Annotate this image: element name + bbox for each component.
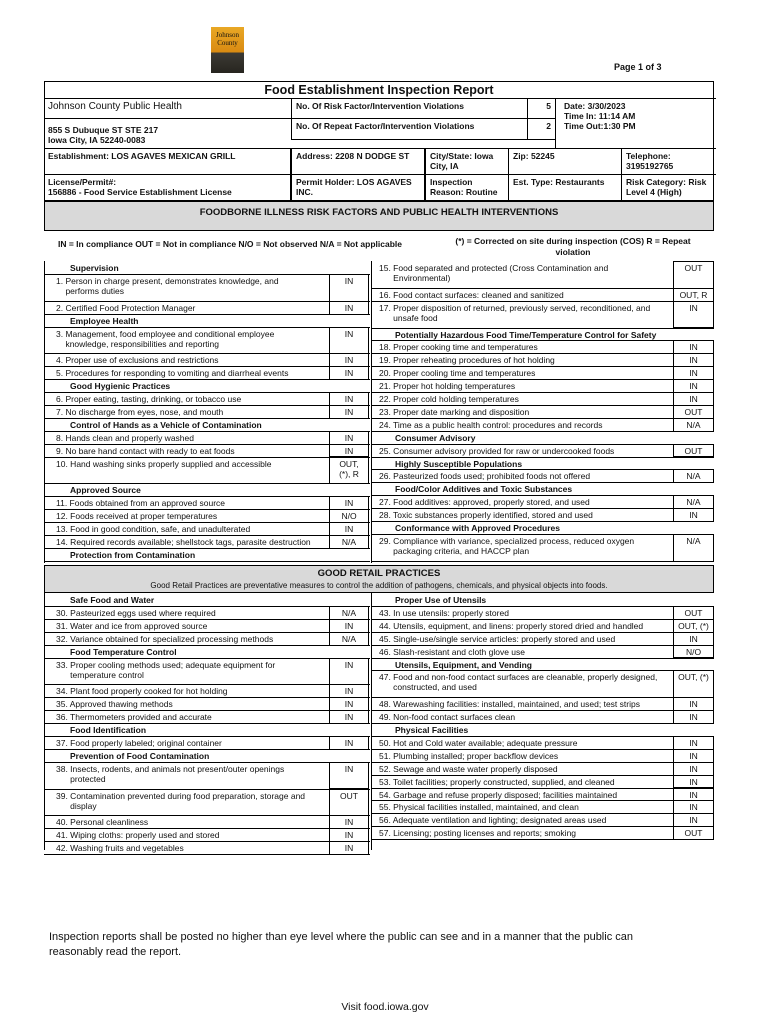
row-divider	[44, 535, 370, 536]
compliance-status: N/A	[686, 419, 701, 430]
row-divider	[372, 366, 714, 367]
inspection-item: 45. Single-use/single service articles: properly stored and used	[379, 633, 616, 644]
inspection-date-times: Date: 3/30/2023 Time In: 11:14 AM Time Out:1:30 PM	[555, 98, 716, 149]
status-cell	[673, 444, 714, 458]
compliance-status: IN	[344, 699, 354, 710]
status-cell	[329, 444, 369, 458]
section-heading: Conformance with Approved Procedures	[395, 523, 560, 533]
status-cell	[673, 775, 714, 789]
row-divider	[44, 301, 370, 302]
compliance-status: N/A	[686, 497, 701, 508]
row-divider	[44, 841, 370, 842]
compliance-status: IN	[344, 432, 354, 443]
compliance-status: IN	[344, 830, 354, 841]
row-divider	[372, 521, 714, 522]
section-heading: Control of Hands as a Vehicle of Contamination	[70, 419, 262, 430]
row-divider	[44, 444, 370, 445]
status-cell	[673, 495, 714, 509]
compliance-status: N/O	[341, 511, 357, 522]
inspection-item: 30. Pasteurized eggs used where required	[56, 607, 216, 618]
inspection-item: 8. Hands clean and properly washed	[56, 432, 194, 443]
row-divider	[372, 418, 714, 419]
status-cell	[673, 645, 714, 659]
inspection-item: 11. Foods obtained from an approved source	[56, 498, 226, 509]
inspection-item: 50. Hot and Cold water available; adequate pressure	[379, 737, 578, 748]
compliance-status: N/A	[341, 633, 357, 644]
status-cell	[673, 632, 714, 646]
inspection-item: 19. Proper reheating procedures of hot holding	[379, 355, 555, 366]
row-divider	[372, 431, 714, 432]
inspection-item: 44. Utensils, equipment, and linens: properly stored dried and handled	[379, 620, 644, 631]
status-cell	[673, 366, 714, 380]
row-divider	[44, 366, 370, 367]
inspection-item: 52. Sewage and waste water properly disposed	[379, 763, 558, 774]
compliance-status: IN	[344, 712, 354, 723]
compliance-status: IN	[344, 355, 354, 366]
row-divider	[44, 392, 370, 393]
inspection-item: 34. Plant food properly cooked for hot holding	[56, 686, 228, 697]
row-divider	[44, 496, 370, 497]
inspection-item: 35. Approved thawing methods	[56, 699, 173, 710]
row-divider	[372, 534, 714, 535]
status-cell	[329, 828, 369, 842]
status-cell	[673, 353, 714, 367]
section-heading: Physical Facilities	[395, 725, 469, 735]
inspection-item: 38. Insects, rodents, and animals not present/outer openings protected	[56, 763, 285, 784]
status-cell	[329, 815, 369, 829]
status-cell	[329, 274, 369, 302]
section-heading: Prevention of Food Contamination	[70, 750, 210, 761]
compliance-status: IN	[344, 659, 354, 670]
compliance-status: IN	[689, 763, 698, 774]
row-divider	[44, 431, 370, 432]
status-cell	[673, 405, 714, 419]
row-divider	[372, 749, 714, 750]
compliance-status: IN	[689, 815, 698, 826]
establishment-type: Est. Type: Restaurants	[508, 174, 622, 202]
row-divider	[372, 826, 714, 827]
inspection-item: 36. Thermometers provided and accurate	[56, 712, 212, 723]
status-cell	[329, 457, 369, 485]
section-heading: Approved Source	[70, 485, 141, 496]
inspection-item: 14. Required records available; shellstock tags, parasite destruction	[56, 536, 311, 547]
compliance-status: IN	[344, 406, 354, 417]
license-permit: License/Permit#: 156886 - Food Service Establishment License	[44, 174, 291, 202]
row-divider	[44, 606, 370, 607]
inspection-item: 33. Proper cooling methods used; adequate equipment for temperature control	[56, 659, 276, 680]
row-divider	[372, 658, 714, 659]
row-divider	[372, 405, 714, 406]
compliance-status: N/A	[686, 471, 701, 482]
row-divider	[44, 736, 370, 737]
status-cell	[329, 632, 369, 646]
status-cell	[329, 522, 369, 536]
inspection-item: 57. Licensing; posting licenses and reports; smoking	[379, 828, 577, 839]
status-cell	[673, 619, 714, 633]
establishment-address: Address: 2208 N DODGE ST	[291, 148, 425, 175]
row-divider	[372, 328, 714, 329]
compliance-status: IN	[689, 750, 698, 761]
compliance-status: OUT, (*)	[678, 620, 709, 631]
good-retail-practices-band	[44, 565, 714, 593]
row-divider	[44, 749, 370, 750]
row-divider	[44, 828, 370, 829]
status-cell	[673, 788, 714, 802]
inspection-item: 24. Time as a public health control: procedures and records	[379, 419, 603, 430]
compliance-status: IN	[689, 802, 698, 813]
status-cell	[329, 301, 369, 315]
inspection-item: 22. Proper cold holding temperatures	[379, 394, 519, 404]
row-divider	[44, 548, 370, 549]
status-cell	[329, 366, 369, 380]
compliance-status: N/A	[341, 607, 357, 618]
compliance-status: OUT, R	[679, 289, 708, 300]
inspection-item: 47. Food and non-food contact surfaces are cleanable, properly designed, constructed, and used	[379, 672, 658, 693]
status-cell	[329, 509, 369, 523]
compliance-status: OUT	[340, 790, 358, 801]
inspection-item: 12. Foods received at proper temperatures	[56, 511, 218, 522]
row-divider	[372, 288, 714, 289]
status-cell	[329, 405, 369, 419]
zip-code: Zip: 52245	[508, 148, 622, 175]
risk-category: Risk Category: Risk Level 4 (High)	[621, 174, 716, 202]
section-heading: Good Hygienic Practices	[70, 381, 171, 392]
table-border	[44, 593, 45, 850]
compliance-status: OUT	[684, 406, 703, 417]
inspection-item: 27. Food additives: approved, properly stored, and used	[379, 497, 590, 508]
row-divider	[44, 314, 370, 315]
row-divider	[44, 405, 370, 406]
inspection-item: 54. Garbage and refuse properly disposed; facilities maintained	[379, 789, 618, 800]
website-link[interactable]: Visit food.iowa.gov	[341, 1001, 429, 1013]
compliance-status: IN	[689, 368, 698, 379]
compliance-status: IN	[344, 686, 354, 697]
status-cell	[329, 736, 369, 750]
row-divider	[44, 658, 370, 659]
status-cell	[329, 762, 369, 790]
compliance-status: IN	[344, 302, 354, 313]
compliance-status: OUT, (*), R	[339, 458, 359, 479]
posting-notice: Inspection reports shall be posted no higher than eye level where the public can see and in a manner that the public can reasonably read the report.	[49, 931, 633, 958]
inspection-item: 2. Certified Food Protection Manager	[56, 302, 196, 313]
compliance-status: IN	[689, 776, 698, 787]
row-divider	[372, 469, 714, 470]
permit-holder: Permit Holder: LOS AGAVES INC.	[291, 174, 425, 202]
row-divider	[372, 736, 714, 737]
inspection-item: 17. Proper disposition of returned, previously served, reconditioned, and unsafe food	[379, 302, 651, 323]
inspection-item: 28. Toxic substances properly identified, stored and used	[379, 510, 593, 521]
compliance-status: OUT	[684, 263, 703, 273]
inspection-item: 41. Wiping cloths: properly used and stored	[56, 830, 220, 841]
compliance-status: IN	[344, 445, 354, 456]
inspection-item: 21. Proper hot holding temperatures	[379, 381, 516, 392]
county-logo	[211, 27, 244, 73]
inspection-item: 37. Food properly labeled; original container	[56, 737, 222, 748]
risk-violations-value: 5	[527, 98, 556, 119]
status-cell	[673, 826, 714, 840]
row-divider	[372, 457, 714, 458]
compliance-status: IN	[689, 342, 698, 353]
gr-subtitle: Good Retail Practices are preventative measures to control the addition of pathogens, chemicals, and physical objects into foods.	[150, 581, 608, 590]
compliance-status: IN	[344, 763, 354, 774]
compliance-status: IN	[689, 302, 698, 313]
compliance-status: IN	[344, 368, 354, 379]
status-cell	[673, 670, 714, 698]
status-cell	[673, 606, 714, 620]
inspection-item: 40. Personal cleanliness	[56, 817, 149, 828]
section-heading: Supervision	[70, 263, 119, 273]
section-heading: Food Temperature Control	[70, 646, 177, 657]
compliance-status: OUT	[684, 607, 703, 618]
compliance-status: IN	[689, 712, 698, 723]
inspection-item: 32. Variance obtained for specialized processing methods	[56, 633, 274, 644]
inspection-item: 9. No bare hand contact with ready to eat foods	[56, 445, 235, 456]
status-cell	[329, 658, 369, 686]
establishment-name: Establishment: LOS AGAVES MEXICAN GRILL	[44, 148, 291, 175]
compliance-status: IN	[689, 381, 698, 392]
inspection-item: 25. Consumer advisory provided for raw or undercooked foods	[379, 445, 615, 456]
status-cell	[329, 684, 369, 698]
compliance-status: IN	[689, 737, 698, 748]
section-heading: Employee Health	[70, 315, 139, 326]
inspection-item: 31. Water and ice from approved source	[56, 620, 208, 631]
status-cell	[673, 379, 714, 393]
row-divider	[44, 710, 370, 711]
inspection-item: 42. Washing fruits and vegetables	[56, 843, 184, 854]
status-cell	[329, 606, 369, 620]
inspection-item: 48. Warewashing facilities: installed, maintained, and used; test strips	[379, 699, 640, 710]
row-divider	[372, 697, 714, 698]
row-divider	[372, 619, 714, 620]
telephone: Telephone: 3195192765	[621, 148, 716, 175]
row-divider	[372, 444, 714, 445]
inspection-item: 10. Hand washing sinks properly supplied and accessible	[56, 458, 272, 469]
section-heading: Safe Food and Water	[70, 595, 155, 605]
status-cell	[329, 710, 369, 724]
status-cell	[329, 619, 369, 633]
row-divider	[372, 670, 714, 671]
compliance-status: IN	[689, 633, 698, 644]
inspection-item: 1. Person in charge present, demonstrates knowledge, and performs duties	[56, 275, 279, 296]
inspection-item: 39. Contamination prevented during food preparation, storage and display	[56, 790, 306, 811]
compliance-legend: IN = In compliance OUT = Not in compliance N/O = Not observed N/A = Not applicable	[58, 239, 403, 249]
logo-text: Johnson County	[216, 31, 239, 47]
status-cell	[673, 508, 714, 522]
row-divider	[44, 645, 370, 646]
status-cell	[673, 710, 714, 724]
inspection-item: 3. Management, food employee and conditional employee knowledge, responsibilities and reporting	[56, 328, 275, 349]
table-border	[44, 261, 45, 563]
status-cell	[673, 261, 714, 289]
compliance-status: IN	[344, 275, 354, 286]
cos-repeat-legend: (*) = Corrected on site during inspection (COS) R = Repeat violation	[455, 236, 691, 257]
row-divider	[372, 762, 714, 763]
row-divider	[372, 379, 714, 380]
inspection-item: 15. Food separated and protected (Cross Contamination and Environmental)	[379, 263, 609, 283]
compliance-status: IN	[344, 620, 354, 631]
section-heading: Proper Use of Utensils	[395, 595, 487, 605]
row-divider	[372, 606, 714, 607]
compliance-status: N/O	[685, 646, 702, 657]
status-cell	[673, 340, 714, 354]
compliance-status: IN	[344, 328, 354, 339]
status-cell	[329, 535, 369, 549]
compliance-status: OUT	[684, 445, 703, 456]
status-cell	[673, 469, 714, 483]
row-divider	[44, 274, 370, 275]
compliance-status: N/A	[341, 536, 357, 547]
row-divider	[44, 684, 370, 685]
status-cell	[329, 789, 369, 817]
section-heading: Highly Susceptible Populations	[395, 458, 523, 469]
status-cell	[329, 841, 369, 855]
inspection-item: 7. No discharge from eyes, nose, and mouth	[56, 406, 224, 417]
row-divider	[372, 301, 714, 302]
status-cell	[673, 534, 714, 562]
report-header	[44, 98, 714, 201]
row-divider	[372, 392, 714, 393]
inspection-item: 26. Pasteurized foods used; prohibited foods not offered	[379, 471, 591, 482]
status-cell	[673, 813, 714, 827]
row-divider	[372, 775, 714, 776]
row-divider	[44, 327, 370, 328]
inspection-item: 29. Compliance with variance, specialized process, reduced oxygen packaging criteria, and HACCP plan	[379, 535, 635, 556]
gr-title: GOOD RETAIL PRACTICES	[317, 568, 441, 579]
inspection-item: 23. Proper date marking and disposition	[379, 406, 530, 417]
row-divider	[44, 418, 370, 419]
foodborne-section-title: FOODBORNE ILLNESS RISK FACTORS AND PUBLIC HEALTH INTERVENTIONS	[44, 201, 714, 231]
column-divider	[371, 261, 372, 563]
inspection-reason: Inspection Reason: Routine	[425, 174, 509, 202]
inspection-item: 16. Food contact surfaces: cleaned and sanitized	[379, 289, 564, 300]
row-divider	[44, 815, 370, 816]
inspection-item: 5. Procedures for responding to vomiting and diarrheal events	[56, 368, 289, 379]
row-divider	[44, 353, 370, 354]
inspection-item: 49. Non-food contact surfaces clean	[379, 712, 516, 723]
inspection-item: 55. Physical facilities installed, maintained, and clean	[379, 802, 579, 813]
section-heading: Utensils, Equipment, and Vending	[395, 659, 532, 670]
row-divider	[372, 508, 714, 509]
row-divider	[372, 340, 714, 341]
compliance-status: IN	[344, 843, 354, 854]
inspection-item: 43. In use utensils: properly stored	[379, 607, 509, 618]
status-cell	[673, 697, 714, 711]
compliance-status: IN	[689, 355, 698, 366]
status-cell	[673, 301, 714, 329]
inspection-item: 53. Toilet facilities; properly constructed, supplied, and cleaned	[379, 776, 615, 787]
row-divider	[44, 697, 370, 698]
row-divider	[44, 619, 370, 620]
compliance-status: IN	[344, 524, 354, 534]
inspection-item: 51. Plumbing installed; proper backflow devices	[379, 750, 559, 761]
inspection-item: 56. Adequate ventilation and lighting; designated areas used	[379, 815, 607, 826]
status-cell	[673, 749, 714, 763]
row-divider	[372, 800, 714, 801]
row-divider	[372, 645, 714, 646]
compliance-status: IN	[689, 394, 698, 404]
row-divider	[44, 379, 370, 380]
inspection-item: 20. Proper cooling time and temperatures	[379, 368, 536, 379]
risk-violations-label: No. Of Risk Factor/Intervention Violations	[291, 98, 528, 119]
status-cell	[329, 392, 369, 406]
compliance-status: IN	[689, 699, 698, 710]
row-divider	[44, 854, 370, 855]
row-divider	[44, 632, 370, 633]
section-heading: Food/Color Additives and Toxic Substances	[395, 484, 573, 495]
row-divider	[44, 789, 370, 790]
section-heading: Consumer Advisory	[395, 432, 476, 443]
repeat-violations-value: 2	[527, 118, 556, 140]
row-divider	[44, 483, 370, 484]
row-divider	[372, 632, 714, 633]
city-state: City/State: Iowa City, IA	[425, 148, 509, 175]
compliance-status: IN	[689, 510, 698, 521]
status-cell	[673, 762, 714, 776]
compliance-status: IN	[344, 817, 354, 828]
row-divider	[44, 561, 370, 562]
status-cell	[329, 697, 369, 711]
row-divider	[372, 710, 714, 711]
row-divider	[372, 788, 714, 789]
status-cell	[329, 431, 369, 445]
inspection-item: 6. Proper eating, tasting, drinking, or tobacco use	[56, 394, 242, 404]
row-divider	[372, 495, 714, 496]
repeat-violations-label: No. Of Repeat Factor/Intervention Violations	[291, 118, 528, 140]
row-divider	[44, 509, 370, 510]
row-divider	[44, 762, 370, 763]
inspection-item: 13. Food in good condition, safe, and unadulterated	[56, 524, 251, 534]
page-number: Page 1 of 3	[614, 62, 662, 72]
inspection-item: 46. Slash-resistant and cloth glove use	[379, 646, 526, 657]
report-title: Food Establishment Inspection Report	[44, 81, 714, 99]
compliance-status: IN	[344, 737, 354, 748]
status-cell	[673, 800, 714, 814]
status-cell	[329, 353, 369, 367]
section-heading: Potentially Hazardous Food Time/Temperature Control for Safety	[395, 329, 657, 340]
status-cell	[673, 736, 714, 750]
row-divider	[372, 723, 714, 724]
compliance-status: OUT	[684, 828, 703, 839]
column-divider	[371, 593, 372, 850]
row-divider	[372, 561, 714, 562]
status-cell	[329, 327, 369, 355]
compliance-status: IN	[344, 498, 354, 509]
inspection-item: 4. Proper use of exclusions and restrictions	[56, 355, 219, 366]
row-divider	[372, 813, 714, 814]
row-divider	[44, 723, 370, 724]
row-divider	[372, 482, 714, 483]
compliance-status: IN	[344, 394, 354, 404]
compliance-status: IN	[689, 789, 698, 800]
compliance-status: N/A	[686, 535, 701, 546]
row-divider	[44, 522, 370, 523]
row-divider	[44, 457, 370, 458]
status-cell	[329, 496, 369, 510]
agency-name: Johnson County Public Health	[44, 98, 291, 119]
section-heading: Protection from Contamination	[70, 549, 196, 560]
status-cell	[673, 392, 714, 406]
compliance-status: OUT, (*)	[678, 672, 709, 683]
inspection-item: 18. Proper cooking time and temperatures	[379, 342, 538, 353]
status-cell	[673, 418, 714, 432]
row-divider	[372, 839, 714, 840]
row-divider	[372, 353, 714, 354]
section-heading: Food Identification	[70, 725, 147, 735]
agency-address: 855 S Dubuque ST STE 217 Iowa City, IA 52240-0083	[48, 125, 159, 145]
status-cell	[673, 288, 714, 302]
